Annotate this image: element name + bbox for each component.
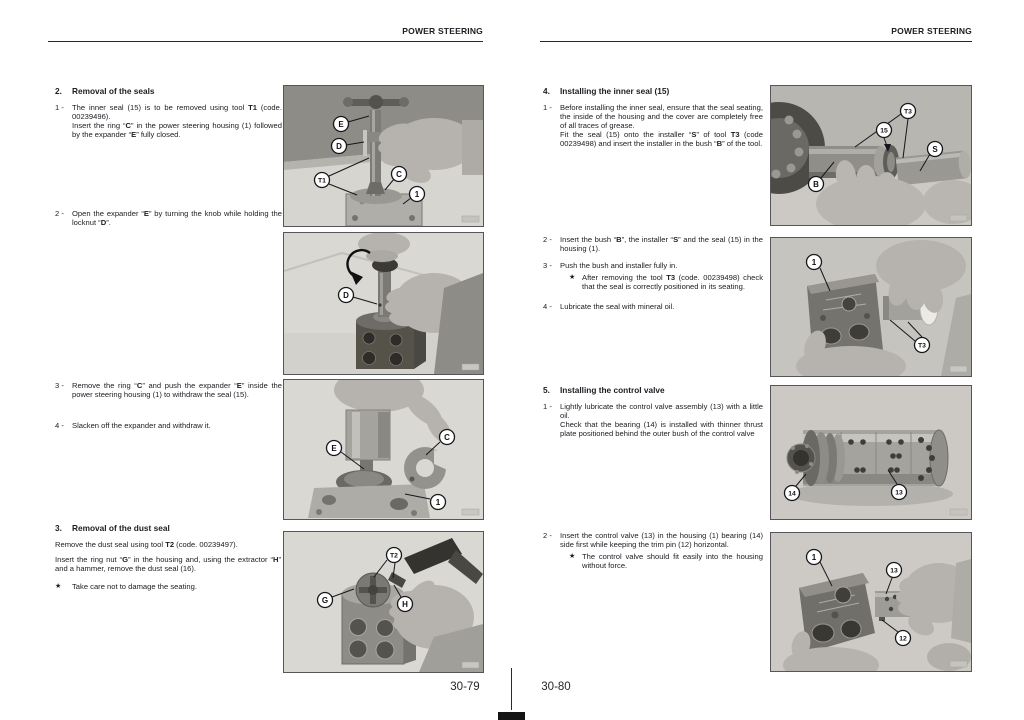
section-title: Removal of the seals xyxy=(72,86,155,96)
svg-text:S: S xyxy=(932,145,938,154)
figure-seal-removal-tool xyxy=(283,85,484,227)
figure-ref-tag xyxy=(462,509,479,515)
svg-text:13: 13 xyxy=(895,489,903,497)
section-number: 4. xyxy=(543,86,550,96)
section-heading xyxy=(55,523,170,533)
step xyxy=(55,381,282,399)
figure-opening-expander xyxy=(283,232,484,375)
step xyxy=(55,103,282,139)
svg-text:1: 1 xyxy=(811,553,817,562)
step-number: 2 - xyxy=(543,531,552,540)
svg-text:T1: T1 xyxy=(318,177,326,185)
section-heading xyxy=(55,86,155,96)
section-number: 5. xyxy=(543,385,550,395)
svg-text:1: 1 xyxy=(414,190,420,199)
step-text: Lightly lubricate the control valve assembly (13) with a little oil. Check that the bearing (14) is installed with thinner thrust plate positioned behind the outer bush of the control valve xyxy=(560,402,763,438)
step-text: Before installing the inner seal, ensure that the seal seating, the inside of the housing and the cover are completely free of all traces of grease. Fit the seal (15) onto the installer “S” of tool T3 (code 00239498) and insert the installer in the bush “B” of the tool. xyxy=(560,103,763,148)
figure-ref-tag xyxy=(462,364,479,370)
step-number: 2 - xyxy=(543,235,552,244)
svg-text:C: C xyxy=(444,433,450,442)
svg-text:E: E xyxy=(338,120,344,129)
svg-text:D: D xyxy=(343,291,349,300)
svg-text:T3: T3 xyxy=(918,342,926,350)
section-heading xyxy=(543,385,665,395)
svg-text:G: G xyxy=(321,596,329,605)
step-number: 4 - xyxy=(543,302,552,311)
page-number: 30-80 xyxy=(541,681,571,693)
figure-ref-tag xyxy=(462,216,479,222)
section-title: Installing the inner seal (15) xyxy=(560,86,670,96)
svg-text:1: 1 xyxy=(435,498,441,507)
star-icon: ★ xyxy=(569,274,576,281)
figure-ref-tag xyxy=(950,509,967,515)
step xyxy=(55,209,282,227)
svg-text:C: C xyxy=(396,170,402,179)
figure-ref-tag xyxy=(950,215,967,221)
section-number: 2. xyxy=(55,86,62,96)
caution-note xyxy=(55,582,281,591)
step xyxy=(543,302,763,311)
star-icon: ★ xyxy=(55,583,62,590)
svg-text:H: H xyxy=(402,600,408,609)
section-title: Removal of the dust seal xyxy=(72,523,170,533)
figure-withdrawing-seal xyxy=(283,379,484,520)
svg-text:B: B xyxy=(813,180,819,189)
step-number: 1 - xyxy=(55,103,64,112)
step-text: Slacken off the expander and withdraw it. xyxy=(72,421,211,430)
step-text: The inner seal (15) is to be removed using tool T1 (code. 00239496). Insert the ring “C” in the power steering housing (1) followed by the expander “E” fully closed. xyxy=(72,103,282,139)
caution-note xyxy=(560,552,763,570)
figure-ref-tag xyxy=(950,661,967,667)
figure-ref-tag xyxy=(950,366,967,372)
page-header: POWER STEERING xyxy=(402,26,483,36)
step-number: 3 - xyxy=(543,261,552,270)
manual-page-right xyxy=(512,0,1024,720)
note-text: The control valve should fit easily into the housing without force. xyxy=(582,552,763,570)
step-text: Insert the bush “B”, the installer “S” and the seal (15) in the housing (1). xyxy=(560,235,763,253)
header-rule xyxy=(48,41,483,42)
step xyxy=(543,103,763,148)
svg-text:D: D xyxy=(336,142,342,151)
step-text: Insert the control valve (13) in the housing (1) bearing (14) side first while keeping the trim pin (12) horizontal. xyxy=(560,531,763,549)
section-title: Installing the control valve xyxy=(560,385,665,395)
step xyxy=(543,235,763,253)
svg-text:13: 13 xyxy=(890,567,898,575)
step-number: 1 - xyxy=(543,103,552,112)
page-header: POWER STEERING xyxy=(891,26,972,36)
figure-dust-seal-removal xyxy=(283,531,484,673)
step-number: 2 - xyxy=(55,209,64,218)
binding-mark xyxy=(498,712,525,720)
section-body: Insert the ring nut “G” in the housing and, using the extractor “H” and a hammer, remove the dust seal (16). xyxy=(55,555,281,573)
svg-text:E: E xyxy=(331,444,337,453)
header-rule xyxy=(540,41,972,42)
section-number: 3. xyxy=(55,523,62,533)
star-icon: ★ xyxy=(569,553,576,560)
figure-ref-tag xyxy=(462,662,479,668)
step xyxy=(543,531,763,570)
svg-text:T3: T3 xyxy=(904,108,912,116)
step xyxy=(55,421,282,430)
caution-note xyxy=(560,273,763,291)
svg-text:15: 15 xyxy=(880,127,888,135)
step-text: Open the expander “E” by turning the knob while holding the locknut “D”. xyxy=(72,209,282,227)
figure-inserting-control-valve xyxy=(770,532,972,672)
page-number: 30-79 xyxy=(450,681,480,693)
page-gutter-divider xyxy=(511,668,512,710)
figure-bush-in-housing xyxy=(770,237,972,377)
svg-text:12: 12 xyxy=(899,635,907,643)
svg-text:14: 14 xyxy=(788,490,796,498)
step-number: 1 - xyxy=(543,402,552,411)
step xyxy=(543,261,763,291)
figure-control-valve-assembly xyxy=(770,385,972,520)
step xyxy=(543,402,763,438)
svg-text:1: 1 xyxy=(811,258,817,267)
note-text: Take care not to damage the seating. xyxy=(72,582,197,591)
section-body: Remove the dust seal using tool T2 (code. 00239497). xyxy=(55,540,238,549)
step-text: Remove the ring “C” and push the expander “E” inside the power steering housing (1) to withdraw the seal (15). xyxy=(72,381,282,399)
figure-inner-seal-installer xyxy=(770,85,972,226)
step-number: 4 - xyxy=(55,421,64,430)
note-text: After removing the tool T3 (code. 00239498) check that the seal is correctly positioned in its seating. xyxy=(582,273,763,291)
step-text: Lubricate the seal with mineral oil. xyxy=(560,302,675,311)
step-text: Push the bush and installer fully in. xyxy=(560,261,678,270)
section-heading xyxy=(543,86,669,96)
step-number: 3 - xyxy=(55,381,64,390)
svg-text:T2: T2 xyxy=(390,552,398,560)
